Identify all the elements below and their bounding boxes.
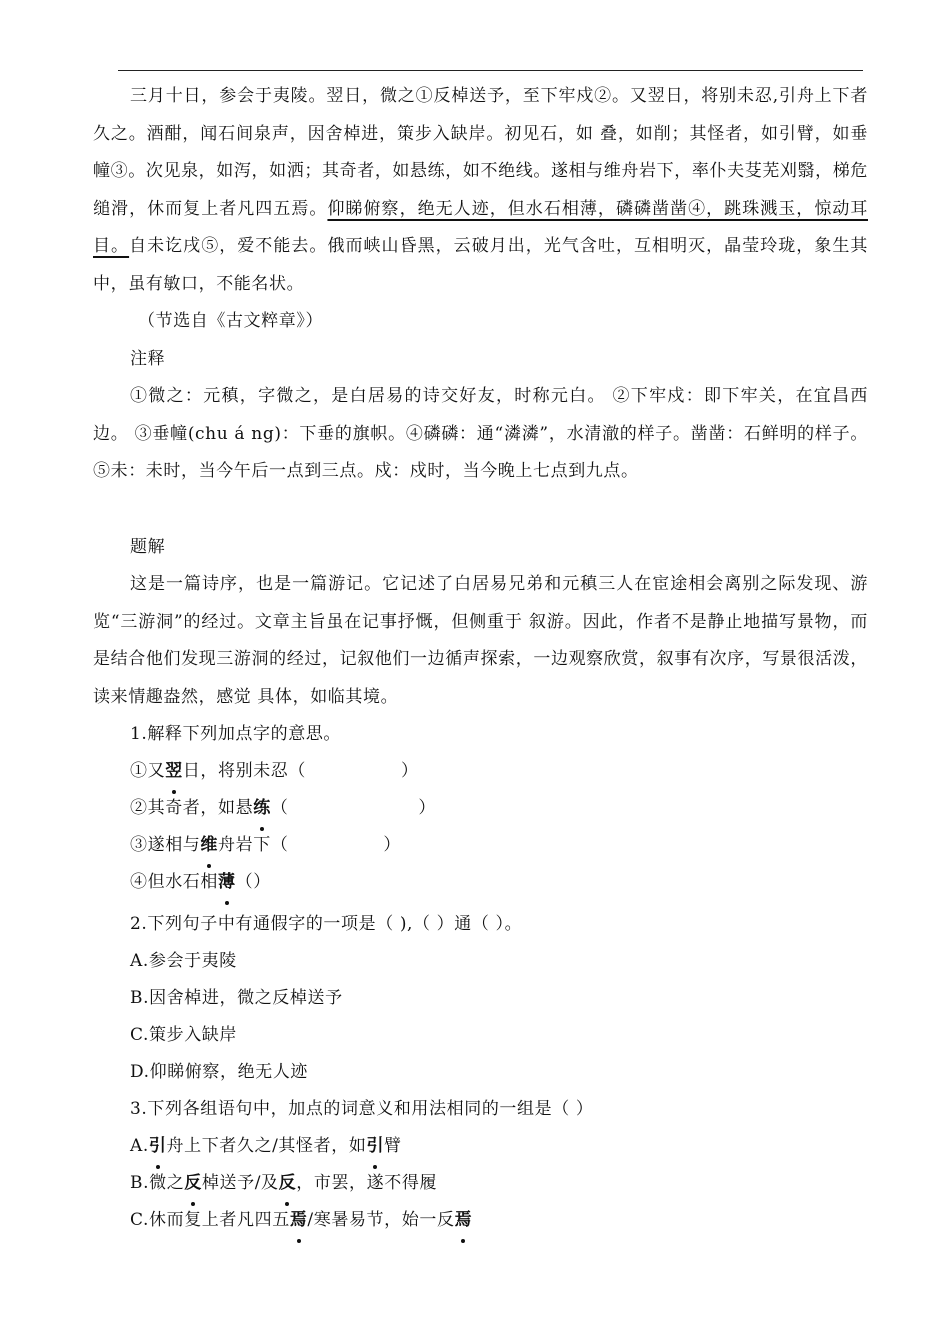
dotted-char: 练 xyxy=(253,790,271,827)
dotted-char: 引 xyxy=(366,1128,384,1165)
q2-option-a[interactable]: A.参会于夷陵 xyxy=(130,951,237,971)
passage-underlined-sentence: 仰睇俯察，绝无人迹，但水石相薄，磷磷凿凿④，跳珠溅玉，惊动耳目。 xyxy=(93,198,868,256)
dotted-char: 反 xyxy=(279,1165,297,1202)
passage-text-before: 三月十日，参会于夷陵。翌日，微之①反棹送予，至下牢戍②。又翌日，将别未忍,引舟上下者久之。酒酣，闻石间泉声，因舍棹进，策步入缺岸。初见石，如 叠，如削；其怪者，如引臂，如垂幢③。次见泉，如泻，如洒；其奇者，如悬练，如不绝线。遂相与维舟岩下，率仆夫芟芜刈翳，梯危缒滑，休而复上者凡四五焉。 xyxy=(93,86,868,219)
q1-item-2: ②其奇者，如悬练（ ） xyxy=(93,790,868,827)
dotted-char: 反 xyxy=(184,1165,202,1202)
explain-heading: 题解 xyxy=(130,536,166,557)
notes-text: ①微之：元稹，字微之，是白居易的诗交好友，时称元白。 ②下牢戍：即下牢关，在宜昌西边。 ③垂幢(chu á ng)：下垂的旗帜。④磷磷：通“潾潾”，水清澈的样子。凿凿：石鲜明的样子。⑤未：未时，当今午后一点到三点。戍：戍时，当今晚上七点到九点。 xyxy=(93,386,868,481)
explain-text: 这是一篇诗序，也是一篇游记。它记述了白居易兄弟和元稹三人在宦途相会离别之际发现、游览“三游洞”的经过。文章主旨虽在记事抒慨，但侧重于 叙游。因此，作者不是静止地描写景物，而是结合他们发现三游洞的经过，记叙他们一边循声探索，一边观察欣赏，叙事有次序，写景很活泼，读来情趣盎然，感觉 具体，如临其境。 xyxy=(93,574,868,707)
q2-title: 2.下列句子中有通假字的一项是（ ),（ ）通（ ）。 xyxy=(130,914,523,934)
document-body xyxy=(93,78,868,1239)
q3-option-a[interactable]: A.引舟上下者久之/其怪者，如引臂 xyxy=(93,1128,868,1165)
dotted-char: 维 xyxy=(200,827,218,864)
dotted-char: 薄 xyxy=(218,864,236,901)
passage-paragraph xyxy=(93,78,868,303)
q3-option-b[interactable]: B.微之反棹送予/及反，市罢，遂不得履 xyxy=(93,1165,868,1202)
q1-item-1: ①又翌日，将别未忍（ ） xyxy=(93,753,868,790)
notes-heading: 注释 xyxy=(130,348,166,369)
dotted-char: 焉 xyxy=(455,1202,473,1239)
dotted-char: 焉 xyxy=(290,1202,308,1239)
dotted-char: 翌 xyxy=(165,753,183,790)
q2-option-b[interactable]: B.因舍棹进，微之反棹送予 xyxy=(130,988,343,1008)
source-citation: （节选自《古文粹章》） xyxy=(138,311,324,331)
passage-text-after: 自未讫戌⑤，爱不能去。俄而峡山昏黑，云破月出，光气含吐，互相明灭，晶莹玲珑，象生其中，虽有敏口，不能名状。 xyxy=(93,236,868,294)
q1-title: 1.解释下列加点字的意思。 xyxy=(130,724,342,744)
dotted-char: 引 xyxy=(149,1128,167,1165)
q2-option-d[interactable]: D.仰睇俯察，绝无人迹 xyxy=(130,1062,309,1082)
q2-option-c[interactable]: C.策步入缺岸 xyxy=(130,1025,238,1045)
q3-title: 3.下列各组语句中，加点的词意义和用法相同的一组是（ ） xyxy=(130,1099,594,1119)
q1-item-4: ④但水石相薄（） xyxy=(93,864,868,901)
q3-option-c[interactable]: C.休而复上者凡四五焉/寒暑易节，始一反焉 xyxy=(93,1202,868,1239)
top-divider xyxy=(118,70,863,71)
section-gap xyxy=(93,491,868,529)
q1-item-3: ③遂相与维舟岩下（ ） xyxy=(93,827,868,864)
